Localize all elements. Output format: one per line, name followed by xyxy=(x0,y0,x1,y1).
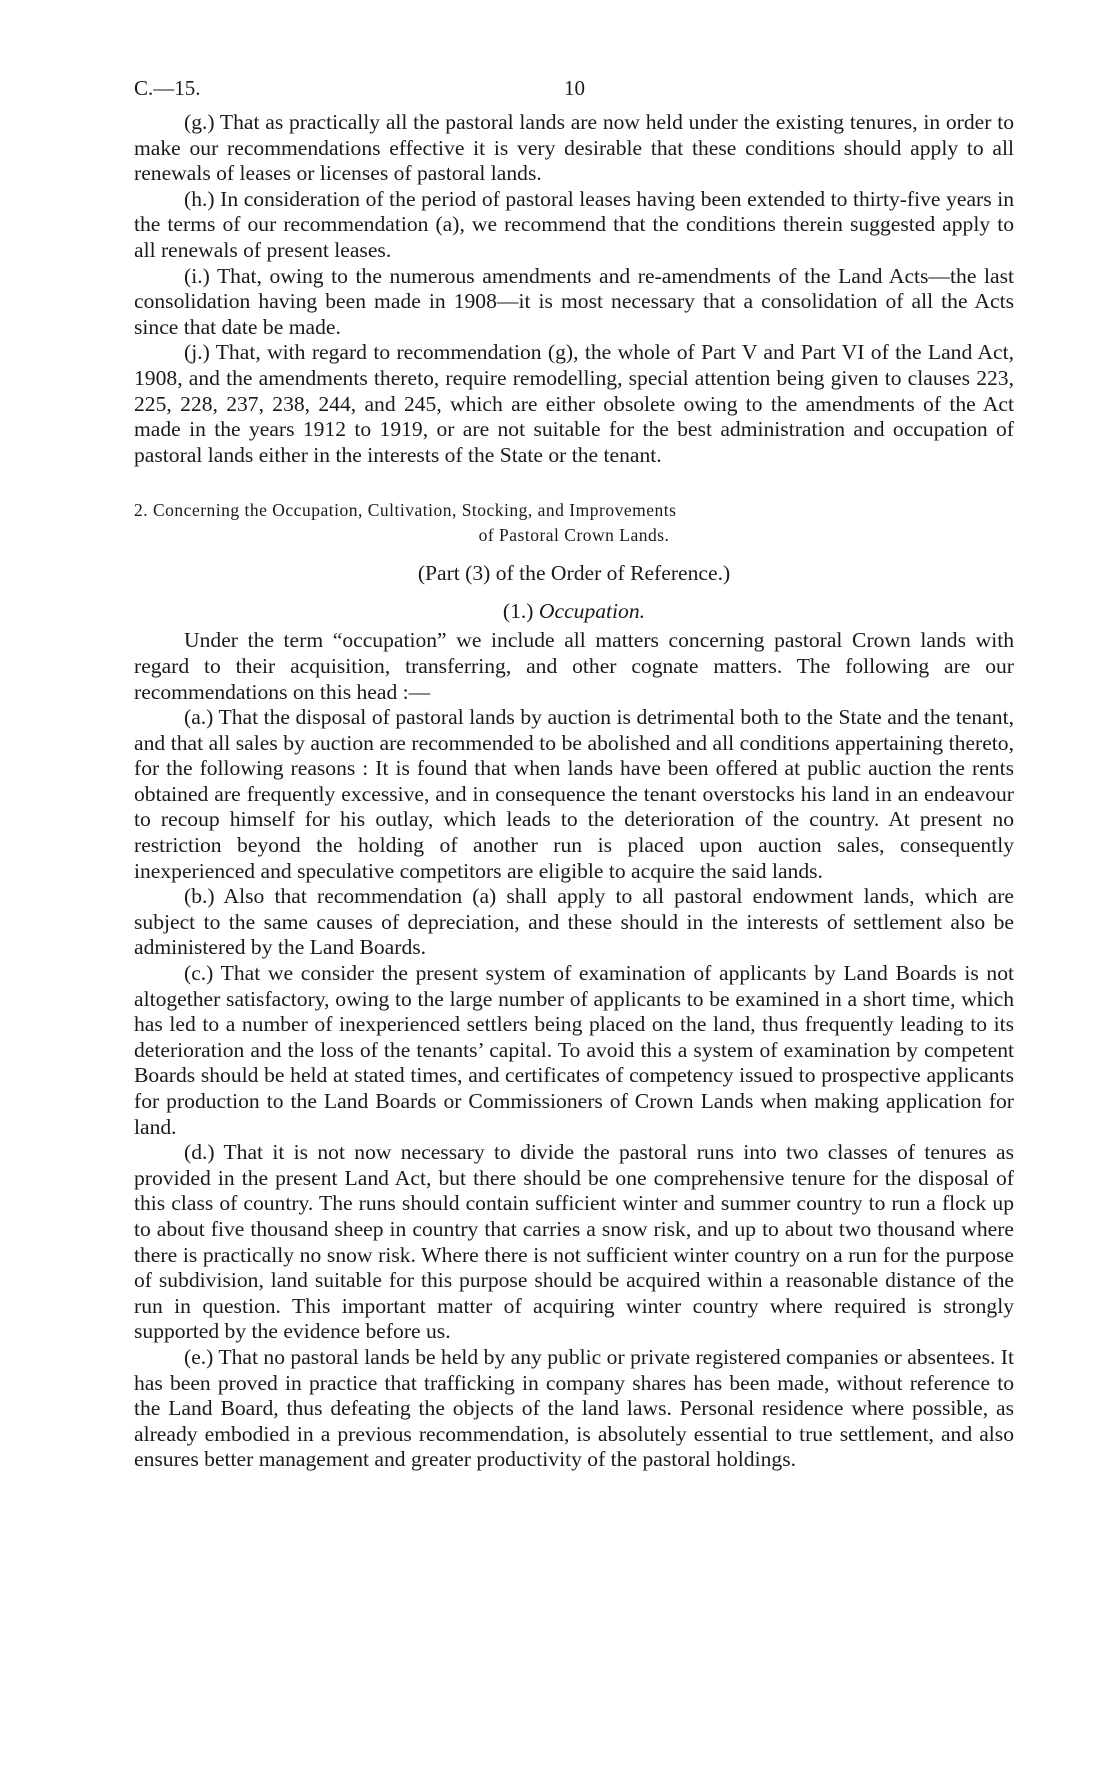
page-header xyxy=(134,70,1014,110)
section-heading-line2: of Pastoral Crown Lands. xyxy=(478,525,670,546)
subheading-title: Occupation. xyxy=(538,599,646,624)
occupation-recommendations xyxy=(134,628,1014,1473)
section-heading-line1: 2. Concerning the Occupation, Cultivation, Stocking, and Improvements xyxy=(134,500,677,521)
paragraph-intro: Under the term “occupation” we include all matters concerning pastoral Crown lands with regard to their acquisition, transferring, and other cognate matters. The following are our recommendations on this head :— xyxy=(134,628,1014,704)
page-number: 10 xyxy=(564,76,585,100)
paragraph-a: (a.) That the disposal of pastoral lands by auction is detrimental both to the State and the tenant, and that all sales by auction are recommended to be abolished and all conditions appertaining thereto, for the following reasons : It is found that when lands have been offered at public auction the rents obtained are frequently excessive, and in consequence the tenant overstocks his land in an endeavour to recoup himself for his outlay, which leads to the deterioration of the country. At present no restriction beyond the holding of another run is placed upon auction sales, consequently inexperienced and speculative competitors are eligible to acquire the said lands. xyxy=(134,705,1014,883)
paragraph-b: (b.) Also that recommendation (a) shall apply to all pastoral endowment lands, which are subject to the same causes of depreciation, and these should in the interests of settlement also be administered by the Land Boards. xyxy=(134,884,1014,960)
section-heading xyxy=(134,498,1014,548)
paragraph-i: (i.) That, owing to the numerous amendments and re-amendments of the Land Acts—the last consolidation having been made in 1908—it is most necessary that a consolidation of all the Acts since that date be made. xyxy=(134,263,1014,339)
paragraph-j: (j.) That, with regard to recommendation (g), the whole of Part V and Part VI of the Land Act, 1908, and the amendments thereto, require remodelling, special attention being given to clauses 223, 225, 228, 237, 238, 244, and 245, which are either obsolete owing to the amendments of the Act made in the years 1912 to 1919, or are not suitable for the best administration and occupation of pastoral lands either in the interests of the State or the tenant. xyxy=(134,340,1014,467)
recommendations-continued xyxy=(134,110,1014,468)
order-of-reference: (Part (3) of the Order of Reference.) xyxy=(417,561,731,586)
paragraph-g: (g.) That as practically all the pastoral lands are now held under the existing tenures, in order to make our recommendations effective it is very desirable that these conditions should apply to all renewals of leases or licenses of pastoral lands. xyxy=(134,110,1014,186)
subheading xyxy=(134,598,1014,624)
paragraph-e: (e.) That no pastoral lands be held by any public or private registered companies or absentees. It has been proved in practice that trafficking in company shares has been made, without reference to the Land Board, thus defeating the objects of the land laws. Personal residence where possible, as already embodied in a previous recommendation, is absolutely essential to true settlement, and also ensures better management and greater productivity of the pastoral holdings. xyxy=(134,1344,1014,1472)
subheading-number: (1.) xyxy=(502,599,534,624)
paragraph-c: (c.) That we consider the present system of examination of applicants by Land Boards is not altogether satisfactory, owing to the large number of applicants to be examined in a short time, which has led to a number of inexperienced settlers being placed on the land, thus frequently leading to its deterioration and the loss of the tenants’ capital. To avoid this a system of examination by competent Boards should be held at stated times, and certificates of competency issued to prospective applicants for production to the Land Boards or Commissioners of Crown Lands when making application for land. xyxy=(134,961,1014,1139)
paragraph-h: (h.) In consideration of the period of pastoral leases having been extended to thirty-five years in the terms of our recommendation (a), we recommend that the conditions therein suggested apply to all renewals of present leases. xyxy=(134,186,1014,262)
document-page xyxy=(134,70,1014,1473)
document-reference: C.—15. xyxy=(134,76,201,100)
paragraph-d: (d.) That it is not now necessary to divide the pastoral runs into two classes of tenures as provided in the present Land Act, but there should be one comprehensive tenure for the disposal of this class of country. The runs should contain sufficient winter and summer country to run a flock up to about five thousand sheep in country that carries a snow risk, and up to about two thousand where there is practically no snow risk. Where there is not sufficient winter country on a run for the purpose of subdivision, land suitable for this purpose should be acquired within a reasonable distance of the run in question. This important matter of acquiring winter country where required is strongly supported by the evidence before us. xyxy=(134,1140,1014,1344)
